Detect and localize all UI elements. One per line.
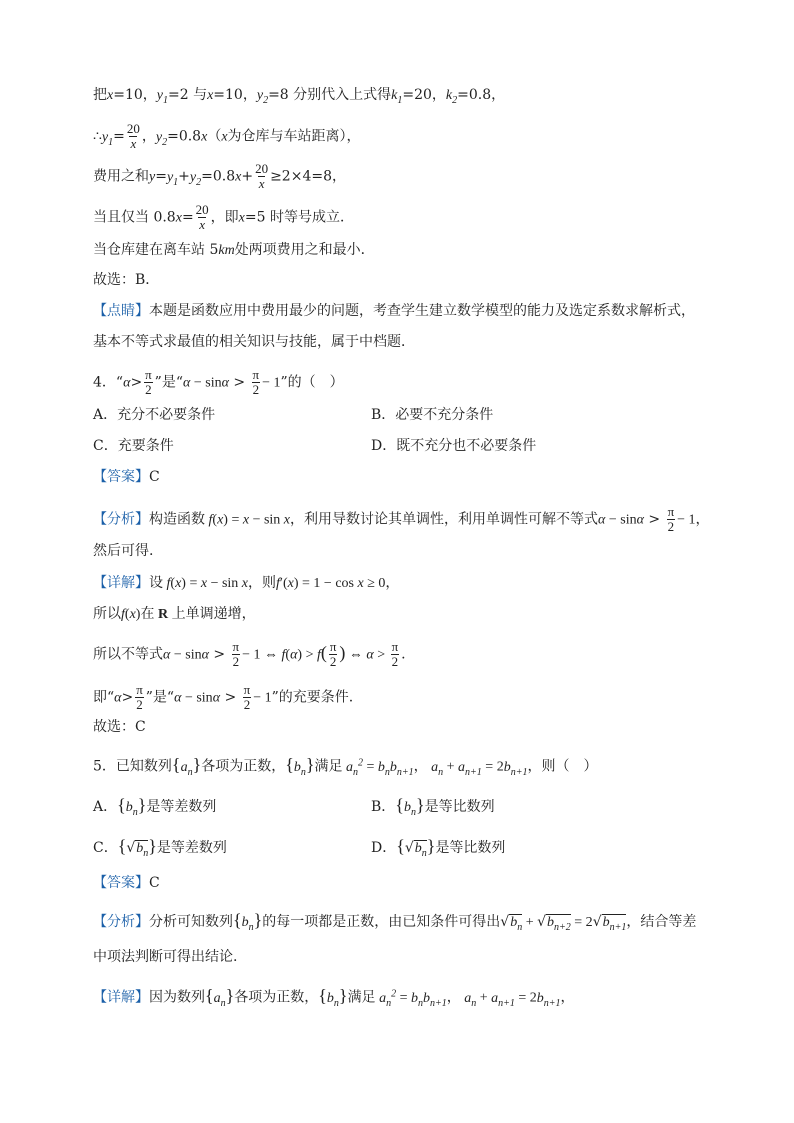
q5-analysis-2: 中项法判断可得出结论.	[93, 949, 238, 965]
q4-option-a: A．充分不必要条件	[93, 407, 216, 423]
q3-line-4: 当且仅当 0.8x= $\frac{20}{x}$ ，即x=5 时等号成立．	[93, 202, 354, 232]
q4-answer: 【答案】C	[93, 469, 160, 485]
q4-detail-5: 故选：C	[93, 719, 146, 735]
fraction: $\frac{20}{x}$	[126, 121, 140, 151]
detail-tag: 【详解】	[93, 989, 149, 1006]
q4-detail-3: 所以不等式α − sinα > $\frac{\pi}{2}$ − 1 ⇔ f(α) > f( $\frac{\pi}{2}$ ) ⇔ α > $\frac{\pi}{2}$ .	[93, 639, 406, 669]
q5-option-a: A．$\{b_n\}$是等差数列	[93, 795, 217, 818]
q3-line-1: 把x=10，$y_1=2$ 与x=10，$y_2=8$ 分别代入上式得$k_1=20$，$k_2=0.8$，	[93, 87, 506, 106]
q5-option-b: B．$\{b_n\}$是等比数列	[371, 795, 495, 818]
q4-detail-2: 所以f(x)在 R 上单调递增，	[93, 606, 256, 622]
q4-option-b: B．必要不充分条件	[371, 407, 494, 423]
q3-line-5: 当仓库建在离车站 5km处两项费用之和最小．	[93, 242, 375, 258]
q4-analysis-2: 然后可得.	[93, 543, 154, 559]
q5-analysis-1: 【分析】分析可知数列$\{b_n\}$的每一项都是正数，由已知条件可得出$√b_n + √b_{n+2} = 2√b_{n+1}$，结合等差	[93, 910, 697, 933]
q3-dianjing-2: 基本不等式求最值的相关知识与技能，属于中档题．	[93, 334, 415, 350]
analysis-tag: 【分析】	[93, 914, 149, 930]
analysis-tag: 【分析】	[93, 511, 149, 528]
q4-detail-4: 即“α> $\frac{\pi}{2}$ ”是“α − sinα > $\frac{\pi}{2}$ − 1”的充要条件.	[93, 682, 354, 712]
q4-detail-1: 【详解】设 f(x) = x − sin x，则f′(x) = 1 − cos x ≥ 0，	[93, 575, 400, 591]
q5-option-d: D．$\{√b_n\}$是等比数列	[371, 836, 506, 859]
q5-detail-1: 【详解】因为数列$\{a_n\}$各项为正数，$\{b_n\}$满足 $a_n^2 = b_nb_{n+1}$， $a_n + a_{n+1} = 2b_{n+1}$，	[93, 985, 575, 1009]
q3-line-2: $\therefore y_1=$ $\frac{20}{x}$ ，$y_2=0.8x(x$为仓库与车站距离），	[93, 121, 361, 151]
detail-tag: 【详解】	[93, 575, 149, 591]
q4-option-d: D．既不充分也不必要条件	[371, 438, 537, 454]
q4-stem: 4．“α> $\frac{\pi}{2}$ ”是“α − sinα > $\frac{\pi}{2}$ − 1”的（ ）	[93, 367, 344, 397]
q4-option-c: C．充要条件	[93, 438, 174, 454]
fraction: $\frac{20}{x}$	[195, 202, 209, 232]
q3-dianjing-1: 【点睛】本题是函数应用中费用最少的问题，考查学生建立数学模型的能力及选定系数求解析式，	[93, 303, 695, 319]
q5-option-c: C．$\{√b_n\}$是等差数列	[93, 836, 227, 859]
q3-line-3: 费用之和$y=y_1+y_2=0.8x+$ $\frac{20}{x}$ ≥2×4=8，	[93, 161, 346, 191]
q4-analysis-1: 【分析】构造函数 f(x) = x − sin x，利用导数讨论其单调性，利用单调性可解不等式α − sinα > $\frac{\pi}{2}$ − 1，	[93, 504, 710, 534]
q5-stem: 5．已知数列$\{a_n\}$各项为正数，$\{b_n\}$满足 $a_n^2 = b_nb_{n+1}$， $a_n + a_{n+1} = 2b_{n+1}$，则（ ）	[93, 754, 598, 778]
fraction: $\frac{20}{x}$	[255, 161, 269, 191]
dianjing-tag: 【点睛】	[93, 303, 149, 319]
answer-tag: 【答案】	[93, 469, 149, 485]
answer-tag: 【答案】	[93, 875, 149, 891]
q3-line-6: 故选：B．	[93, 272, 160, 288]
q5-answer: 【答案】C	[93, 875, 160, 891]
